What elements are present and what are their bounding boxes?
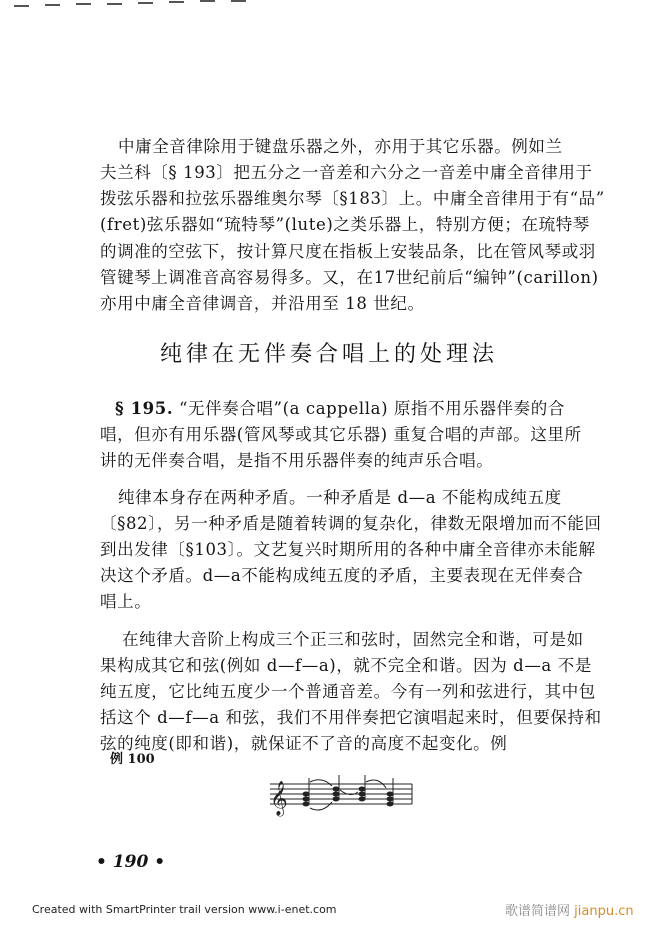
text-line: 夫兰科〔§ 193〕把五分之一音差和六分之一音差中庸全音律用于 [100,163,593,182]
text-line [115,397,565,421]
example-label: 例 100 [110,752,155,767]
text-line: 唱，但亦有用乐器(管风琴或其它乐器) 重复合唱的声部。这里所 [100,425,582,444]
svg-text:𝄞: 𝄞 [270,781,288,816]
treble-clef-staff-icon [262,770,422,820]
footer-watermark [505,900,634,919]
text-line: 括这个 d—f—a 和弦，我们不用伴奏把它演唱起来时，但要保持和 [100,708,602,727]
text-line: 弦的纯度(即和谐)，就保证不了音的高度不起变化。例 [100,734,508,753]
text-line: 纯律本身存在两种矛盾。一种矛盾是 d—a 不能构成纯五度 [118,488,562,507]
text-line: 〔§82〕，另一种矛盾是随着转调的复杂化，律数无限增加而不能回 [100,514,602,533]
text-line: 纯五度，它比纯五度少一个普通音差。今有一列和弦进行，其中包 [100,682,596,701]
scan-edge-marks [0,0,656,12]
text-line: 亦用中庸全音律调音，并沿用至 18 世纪。 [100,294,425,313]
text-line: 在纯律大音阶上构成三个正三和弦时，固然完全和谐，可是如 [122,630,584,649]
text-line: 管键琴上调准音高容易得多。又，在17世纪前后“编钟”(carillon) [100,268,599,287]
text-line: 决这个矛盾。d—a不能构成纯五度的矛盾，主要表现在无伴奏合 [100,566,584,585]
text-line: 中庸全音律除用于键盘乐器之外，亦用于其它乐器。例如兰 [118,137,563,156]
section-heading: 纯律在无伴奏合唱上的处理法 [160,342,499,367]
text-line: 到出发律〔§103〕。文艺复兴时期所用的各种中庸全音律亦未能解 [100,540,596,559]
text-line: (fret)弦乐器如“琉特琴”(lute)之类乐器上，特别方便；在琉特琴 [100,215,590,234]
text-line: 果构成其它和弦(例如 d—f—a)，就不完全和谐。因为 d—a 不是 [100,656,592,675]
text-line: 拨弦乐器和拉弦乐器维奥尔琴〔§183〕上。中庸全音律用于有“品” [100,189,605,208]
page-number: • 190 • [96,852,166,872]
footer-credit: Created with SmartPrinter trail version www.i-enet.com [32,903,337,916]
watermark-brand: jianpu.cn [574,904,634,919]
watermark-cn: 歌谱简谱网 [505,904,571,919]
section-number: § 195. [115,399,174,418]
text-line: 的调准的空弦下，按计算尺度在指板上安装品条，比在管风琴或羽 [100,242,596,261]
music-staff-example [262,770,422,820]
text-line: 唱上。 [100,592,152,611]
text-line: 讲的无伴奏合唱，是指不用乐器伴奏的纯声乐合唱。 [100,451,494,470]
text-span: “无伴奏合唱”(a cappella) 原指不用乐器伴奏的合 [173,399,565,418]
